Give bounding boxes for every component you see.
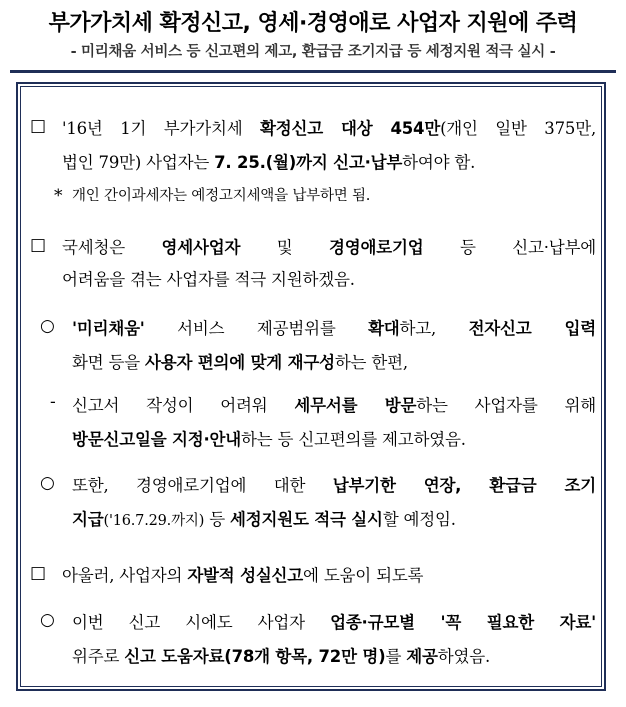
square-bullet: □ (30, 116, 47, 136)
page-title: 부가가치세 확정신고, 영세·경영애로 사업자 지원에 주력 (48, 11, 578, 36)
section3-sub1-line2: 위주로 신고 도움자료(78개 항목, 72만 명)를 제공하였음. (72, 647, 490, 666)
asterisk-bullet: * (54, 186, 63, 206)
section2-sub2-line2: 지급('16.7.29.까지) 등 세정지원도 적극 실시할 예정임. (72, 510, 456, 529)
section2-line2: 어려움을 겪는 사업자를 적극 지원하겠음. (62, 270, 355, 289)
section3-line1: 아울러, 사업자의 자발적 성실신고에 도움이 되도록 (62, 566, 424, 585)
square-bullet: □ (30, 235, 47, 255)
section2-line1: 국세청은 영세사업자 및 경영애로기업 등 신고·납부에 (62, 238, 596, 257)
section2-sub1-line2: 화면 등을 사용자 편의에 맞게 재구성하는 한편, (72, 353, 408, 372)
circle-bullet: ○ (40, 316, 55, 336)
section3-sub1-line1: 이번 신고 시에도 사업자 업종·규모별 '꼭 필요한 자료' (72, 613, 596, 632)
title-divider (10, 70, 616, 73)
circle-bullet: ○ (40, 610, 55, 630)
section1-line1: '16년 1기 부가가치세 확정신고 대상 454만(개인 일반 375만, (62, 119, 596, 138)
dash-bullet: - (50, 392, 56, 412)
section1-line2: 법인 79만) 사업자는 7. 25.(월)까지 신고·납부하여야 함. (62, 153, 476, 172)
section2-dash1-line2: 방문신고일을 지정·안내하는 등 신고편의를 제고하였음. (72, 430, 466, 449)
circle-bullet: ○ (40, 473, 55, 493)
section2-dash1-line1: 신고서 작성이 어려워 세무서를 방문하는 사업자를 위해 (72, 396, 596, 415)
content-inner-border (20, 86, 602, 687)
page-subtitle: - 미리채움 서비스 등 신고편의 제고, 환급금 조기지급 등 세정지원 적극 실시 - (70, 44, 556, 60)
section2-sub1-line1: '미리채움' 서비스 제공범위를 확대하고, 전자신고 입력 (72, 319, 596, 338)
section1-note: 개인 간이과세자는 예정고지세액을 납부하면 됨. (72, 188, 371, 204)
square-bullet: □ (30, 563, 47, 583)
section2-sub2-line1: 또한, 경영애로기업에 대한 납부기한 연장, 환급금 조기 (72, 476, 596, 495)
